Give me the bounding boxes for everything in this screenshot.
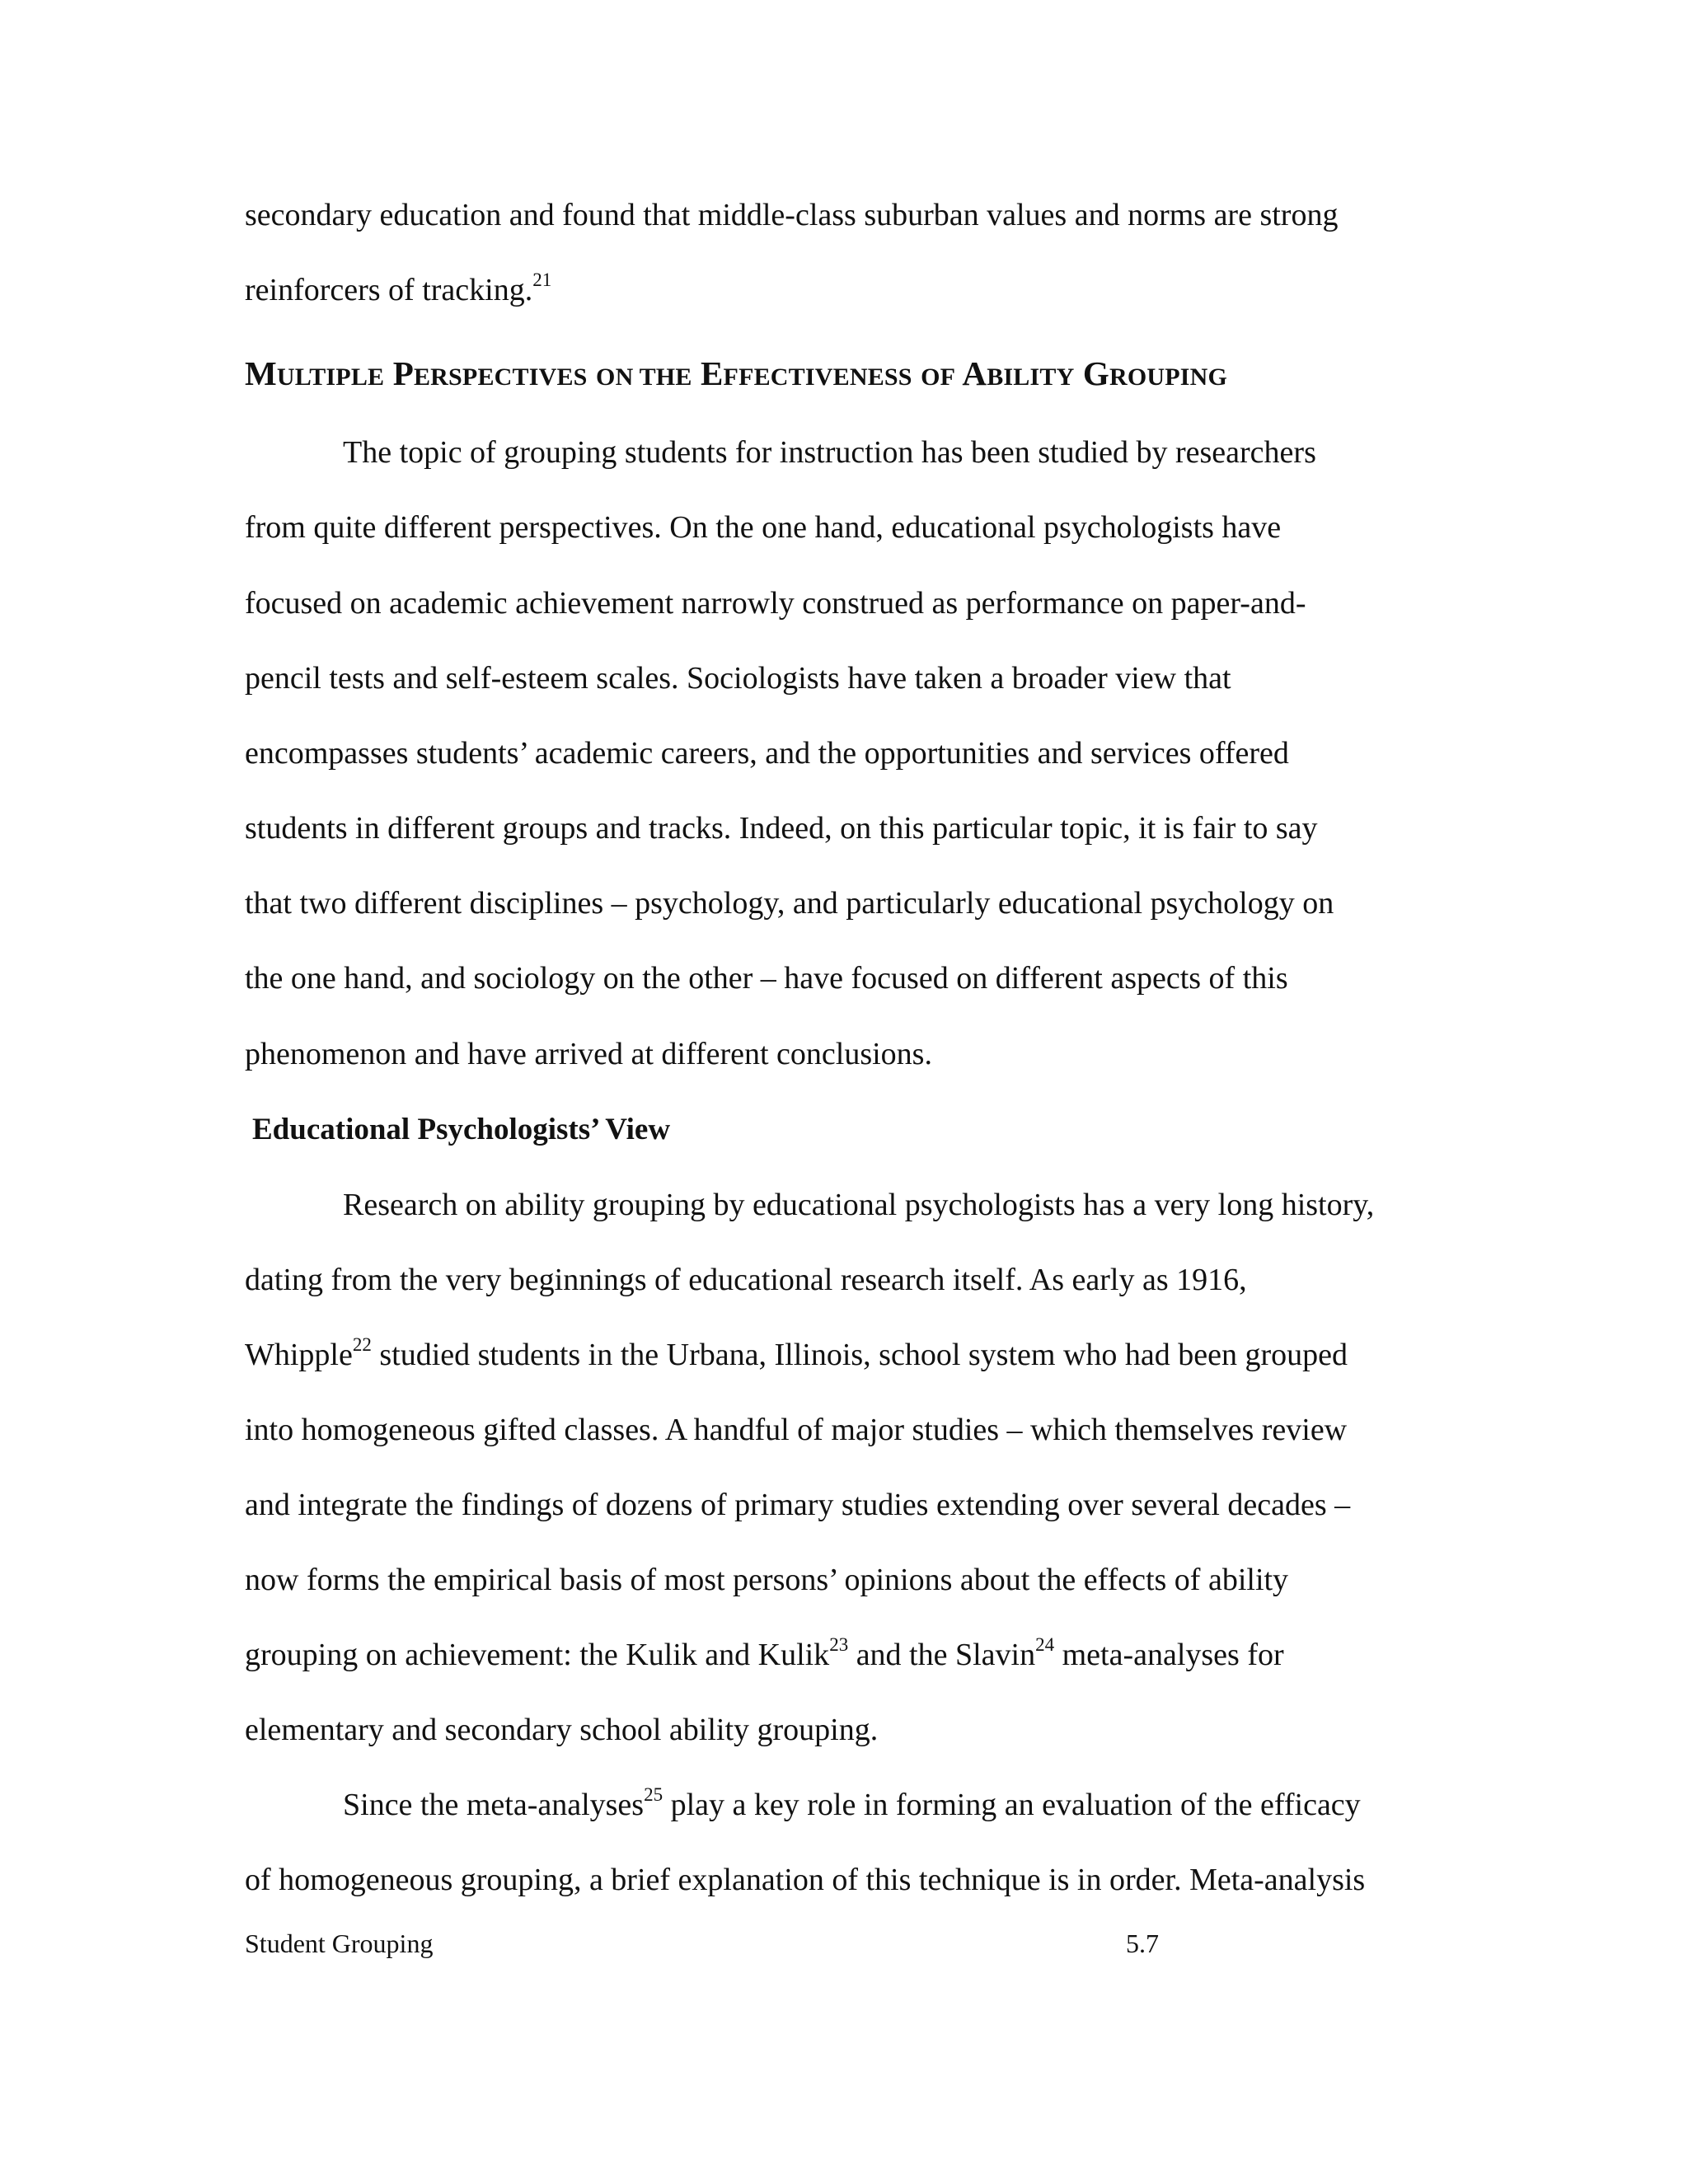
section-heading <box>245 353 1227 398</box>
text-line: of homogeneous grouping, a brief explanation of this technique is in order. Meta-analysis <box>245 1863 1366 1897</box>
text-line: dating from the very beginnings of educational research itself. As early as 1916, <box>245 1263 1247 1297</box>
text-line: The topic of grouping students for instruction has been studied by researchers <box>343 435 1316 470</box>
text-line: elementary and secondary school ability grouping. <box>245 1713 879 1747</box>
footnote-ref-23[interactable]: 23 <box>829 1634 849 1656</box>
heading-part: ULTIPLE <box>276 363 385 391</box>
text-line: into homogeneous gifted classes. A handful of major studies – which themselves review <box>245 1413 1348 1447</box>
footnote-ref-24[interactable]: 24 <box>1035 1634 1055 1656</box>
text-line: from quite different perspectives. On the one hand, educational psychologists have <box>245 510 1282 545</box>
text-span: Since the meta-analyses <box>343 1788 645 1822</box>
text-line: encompasses students’ academic careers, and the opportunities and services offered <box>245 736 1289 771</box>
heading-part: ERSPECTIVES <box>413 363 588 391</box>
heading-part: G <box>1082 354 1110 392</box>
text-line: that two different disciplines – psychology, and particularly educational psychology on <box>245 886 1334 921</box>
heading-part: BILITY <box>987 363 1075 391</box>
footer-title: Student Grouping <box>245 1929 434 1958</box>
page-number: 5.7 <box>1126 1929 1159 1958</box>
footnote-ref-25[interactable]: 25 <box>644 1784 663 1806</box>
heading-part: A <box>962 354 987 392</box>
heading-part: P <box>392 354 414 392</box>
text-span: meta-analyses for <box>1054 1638 1284 1672</box>
footnote-ref-22[interactable]: 22 <box>352 1334 372 1356</box>
text-line: phenomenon and have arrived at different conclusions. <box>245 1037 932 1071</box>
text-span: play a key role in forming an evaluation of the efficacy <box>663 1788 1361 1822</box>
text-span: studied students in the Urbana, Illinois, school system who had been grouped <box>371 1338 1348 1372</box>
text-line: Research on ability grouping by educational psychologists has a very long history, <box>343 1188 1375 1222</box>
text-line: focused on academic achievement narrowly construed as performance on paper-and- <box>245 586 1306 621</box>
heading-part: E <box>701 354 724 392</box>
text-line <box>245 271 551 309</box>
subheading: Educational Psychologists’ View <box>252 1113 671 1146</box>
text-span: reinforcers of tracking. <box>245 273 533 307</box>
text-line: now forms the empirical basis of most persons’ opinions about the effects of ability <box>245 1563 1289 1597</box>
heading-part: ROUPING <box>1109 363 1228 391</box>
text-line <box>343 1786 1361 1824</box>
footnote-ref-21[interactable]: 21 <box>532 269 552 291</box>
heading-part: FFECTIVENESS <box>723 363 912 391</box>
text-line: pencil tests and self-esteem scales. Sociologists have taken a broader view that <box>245 661 1231 696</box>
text-line <box>245 1636 1284 1674</box>
heading-part: M <box>245 354 277 392</box>
text-line <box>245 1336 1348 1374</box>
text-span: Whipple <box>245 1338 353 1372</box>
heading-part: OF <box>921 363 956 391</box>
text-span: grouping on achievement: the Kulik and Kulik <box>245 1638 830 1672</box>
text-span: and the Slavin <box>848 1638 1036 1672</box>
heading-part: ON THE <box>596 363 692 391</box>
text-line: and integrate the findings of dozens of primary studies extending over several decades – <box>245 1488 1351 1522</box>
text-line: secondary education and found that middle-class suburban values and norms are strong <box>245 198 1339 232</box>
text-line: students in different groups and tracks. Indeed, on this particular topic, it is fair to say <box>245 811 1318 846</box>
text-line: the one hand, and sociology on the other – have focused on different aspects of this <box>245 961 1288 996</box>
